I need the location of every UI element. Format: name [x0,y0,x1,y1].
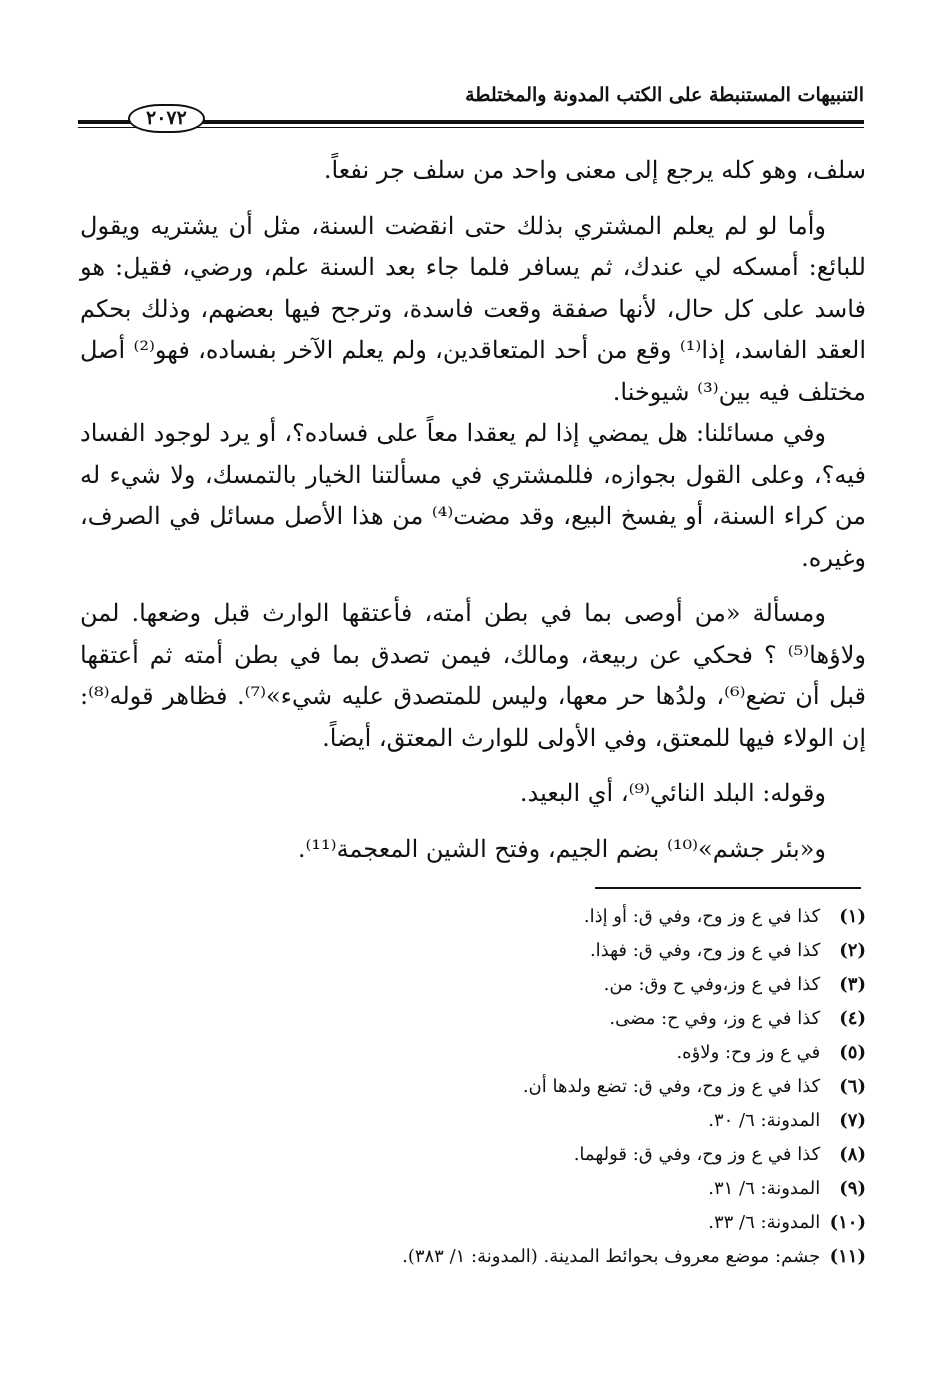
footnote-text: في ع وز وح: ولاؤه. [676,1042,821,1063]
footnote-number: (٢) [839,940,866,961]
footnote-text: المدونة: ٦/ ٣٣. [708,1212,821,1233]
footnote [80,1172,866,1206]
footnote-number: (٦) [839,1076,866,1097]
footnote-text: كذا في ع وز،وفي ح وق: من. [603,974,821,995]
footnote-text: كذا في ع وز وح، وفي ق: فهذا. [589,940,821,961]
footnote [80,1104,866,1138]
footnote-number: (٤) [839,1008,866,1029]
footnote [80,1002,866,1036]
paragraph: و«بئر جشم»⁽¹⁰⁾ بضم الجيم، وفتح الشين المعجمة⁽¹¹⁾. [297,834,826,863]
footnote [80,1240,866,1274]
footnote-number: (٩) [839,1178,866,1199]
footnote-number: (١١) [829,1246,866,1267]
footnotes [80,900,866,1274]
footnote-text: كذا في ع وز وح، وفي ق: قولهما. [573,1144,821,1165]
footnote-text: كذا في ع وز وح، وفي ق: تضع ولدها أن. [522,1076,821,1097]
footnote-number: (٨) [839,1144,866,1165]
paragraph: وأما لو لم يعلم المشتري بذلك حتى انقضت السنة، مثل أن يشتريه ويقول للبائع: أمسكه لي عندك، ثم يسافر فلما جاء بعد السنة علم، ورضي، فقيل: هو فاسد على كل حال، لأنها صفقة وقعت فاسدة، وترجح فيها بعضهم، وذلك بحكم العقد الفاسد، إذا⁽¹⁾ وقع من أحد المتعاقدين، ولم يعلم الآخر بفساده، فهو⁽²⁾ أصل مختلف فيه بين⁽³⁾ شيوخنا. [80,211,867,406]
paragraph-continuation: سلف، وهو كله يرجع إلى معنى واحد من سلف جر نفعاً. [323,156,866,184]
footnote [80,1206,866,1240]
footnote-text: كذا في ع وز وح، وفي ق: أو إذا. [583,906,821,927]
footnote [80,1138,866,1172]
footnote-number: (٥) [839,1042,866,1063]
page-number: ٢٠٧٢ [128,104,205,133]
footnote [80,968,866,1002]
footnote-text: كذا في ع وز، وفي ح: مضى. [609,1008,821,1029]
footnote-text: المدونة: ٦/ ٣١. [708,1178,821,1199]
footnote-number: (١) [839,906,866,927]
footnote-number: (٧) [839,1110,866,1131]
paragraph: وفي مسائلنا: هل يمضي إذا لم يعقدا معاً على فساده؟، أو يرد لوجود الفساد فيه؟، وعلى القول بجوازه، فللمشتري في مسألتنا الخيار بالتمسك، ولا شيء له من كراء السنة، أو يفسخ البيع، وقد مضت⁽⁴⁾ من هذا الأصل مسائل في الصرف، وغيره. [80,419,866,572]
footnote-separator [595,887,861,889]
paragraph: وقوله: البلد النائي⁽⁹⁾، أي البعيد. [519,779,826,807]
footnote [80,1070,866,1104]
footnote-number: (٣) [839,974,866,995]
paragraph: ومسألة «من أوصى بما في بطن أمته، فأعتقها الوارث قبل وضعها. لمن ولاؤها⁽⁵⁾ ؟ فحكي عن ربيعة، ومالك، فيمن تصدق بما في بطن أمته ثم أعتقها قبل أن تضع⁽⁶⁾، ولدُها حر معها، وليس للمتصدق عليه شيء»⁽⁷⁾. فظاهر قوله⁽⁸⁾: إن الولاء فيها للمعتق، وفي الأولى للوارث المعتق، أيضاً. [80,599,866,752]
page-header [78,80,864,136]
footnote [80,900,866,934]
footnote-text: المدونة: ٦/ ٣٠. [708,1110,821,1131]
running-title: التنبيهات المستنبطة على الكتب المدونة والمختلطة [465,84,864,106]
footnote-number: (١٠) [829,1212,866,1233]
footnote [80,1036,866,1070]
footnote-text: جشم: موضع معروف بحوائط المدينة. (المدونة: ١/ ٣٨٣). [402,1246,821,1267]
main-text [80,150,866,870]
footnote [80,934,866,968]
